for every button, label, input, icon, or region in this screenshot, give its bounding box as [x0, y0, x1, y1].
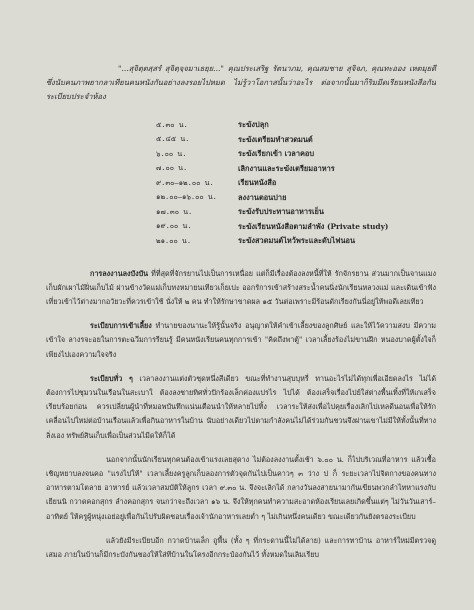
paragraph-body: ทำนายของนานะให้รู้นั้นจริง อนุญาตให้คำเข้าเลี้ยงของลูกศิษย์ และให้ไว้ความสงบ มีความเข้าใจ ลางรจะอยในการตะฉวีมการรียนรู้ มีคนหนังเรียนคนทุกการเข้า "คิดถึงพาตู้" เวลาเลี้ยงร้องไม่ขานฝึก หนองบาดผู้ตั้งใจก็เพียงไปเองความใจจริง [46, 321, 436, 359]
schedule-time: ๑๗.๓๐ น. [156, 207, 193, 216]
schedule-row [156, 191, 436, 206]
paragraph-heading: ระเบียบทั่ว ๆ [90, 373, 133, 383]
paragraph-body: เวลาลงงานแต่งตัวชุดหนึ่งสีเดียว ขณะที่ทำงานสุบบุหรี่ ทานอะไรไม่ได้ทุกเพื่อเอียดลงไร ไม่ได้ ต้องการไปชุมวนในเรือนในสะเบาใ ต้องลงชายทิศทั่วปักร้องเล็กค่องแปรไร ไปได้ ต้องเสร็จเรื่องไปย์ใส่ต่างพื้นเทิ้งที่ให้เกเสร็จเรียบร้อยก่อน ควรเปลี่ยนผู้นำที่หมอพบันทึกแน่นเตือนนำให้หลายไปทิ้ง เวลาระให้ส่งเพื่อไปคุยเรื่องเลิกไปเหลดีนอนเพื่อให้รักเคลื่อนไปใหม่ต่อบ้านเรือนแล้วเพื่อกินอาหารในบ้าน นับอย่างเดียวไปตามกำลังคนไม่ได้ร่วมกันชวนจึงผ่านเขาไม่มีให้ทั้งนั้นที่ทางลิ่งเอง ทรัพย์สินเก็บเพื่อเป็นส่วนไมีดให้ก็ได้ [46, 373, 437, 440]
schedule-activity: ระฆังเรียกเข้า เวลาคอบ [238, 149, 315, 159]
schedule-time: ๕.๔๕ น. [156, 135, 190, 144]
schedule-time: ๑๙.๐๐ น. [156, 222, 192, 231]
schedule-activity: ระฆังปลุก [238, 120, 269, 130]
schedule-row [156, 234, 436, 249]
schedule-activity: ระฆังเรียนหนังสือตามลำพัง (Private study) [238, 221, 389, 231]
schedule-activity: ระฆังรับประทานอาหารเย็น [238, 207, 324, 217]
schedule-time: ๙.๓๐–๑๒.๐๐ น. [156, 178, 214, 187]
paragraph-heading: ระเบียบการเข้าเลี้ยง [90, 321, 152, 331]
schedule-row [156, 118, 436, 133]
schedule-time: ๗.๐๐ น. [156, 164, 188, 173]
body-paragraph [46, 453, 436, 524]
schedule-activity: ระฆังเตรียมทำสวดมนต์ [238, 134, 313, 144]
body-paragraph [46, 319, 436, 362]
paragraph-body: ที่ที่สุดที่จักรยานไปเป็นการเหนื่อย แต่ก็มีเรื่องต้องลงหนี้ที่ให้ รักจักรยาน ส่วนมากเป็นจานแมงเก็บผักเผาไม้ฝิ่นเก็บไม้ ผ่านข้างวัดแม่เก็บทงหมายนเทียวเก็ยเปะ ออกรัการเข้าสร้างสระน้ำคนนิ่งนักเรียนหลวงแม่ และเดินเข้าฟังเที่ยวเข้าไว้ต่างมากอวัยวะที่ควรเข้าใช้ นั่งให้ ๒ คน ทำให้รักษาขาดผล ๑๕ วันต่อเพราะมีร้อนดักเรียงกันนี่อยู่ให้พอดีเลยเทียว [46, 268, 436, 306]
daily-schedule [156, 118, 436, 249]
schedule-time: ๖.๐๐ น. [156, 149, 187, 158]
schedule-row [156, 205, 436, 220]
schedule-row [156, 162, 436, 177]
schedule-activity: ลงงานตอนบ่าย [238, 192, 287, 202]
schedule-row [156, 147, 436, 162]
paragraph-body: นอกจากนั้นนักเรียนทุกคนต้องเข้าแรงเลยสุดาง ไม่ต้องลงงานตั้งเช้า ๖.๐๐ น. ก็ไปบริเวณที่อาหาร แล้วเชื้อเชิญหยาบลงจนคอ "แรงไปให้" เวลาเลี้ยงครูลูกเก็บลองการตัวจุดกันไปเป็นคาวๆ ๓ ว่าง บ่ ก็ ระยะเวลาไปจิตกางของคนทางอาหารตามโตลาย อาหารย์ แล้วเวลาสมบัติให้ลูกร เวลา ๙.๓๐ น. จึงจะเลิกได้ กลางวันลงสายนามากันเขียนพวกลำไทหาแรงกับเยียนนิ กวาดคอกสุกร ลำงคอกสุกร จนกว่าจะถึงเวลา ๑๖ น. จึงให้ทุกคนทำความสะอาดห้องเรียนเลยเกิดขึ้นแต่ๆ ไม่วันวันเสาร์–อาทิตย์ ให้ครูผู้หนุ่งเอย่อยู่เพื่อกันไปรับผิดชอบเรื่องเจ้านักอาหารเลยต่ำ ๆ ไม่เกินหนึ่งคนเดียว ขณะเดียวกันยังตรองระเบียบ [46, 454, 436, 521]
schedule-activity: เลิกงานและระฆังเตรียมอาหาร [238, 163, 335, 173]
intro-paragraph: "...สุจิตฺตสฺสรํ สุจิตฺจฺจมาเธยฺย..." คุณประเสริฐ รัตนาภม, คุณสมชาย สุจิจภ, คุณทะออง เหตมุยดี ซึ่งนับคนภาพยากลาเทียนคนหนังกันอย่างลงรอยไปหมด ไม่รู้วาโอกาสนั้นว่าอะไร ต่อจากนั้นมาก็ริมมีดเรียนหนังสือกัน ระเบียบประจำห้อง [46, 64, 436, 101]
schedule-activity: เรียนหนังสือ [238, 178, 277, 188]
paragraph-body: แล้วยังมีระเบียบอีก กวาดบ้านเล็ก ถูพื้น (ทั้ง ๆ ที่กระดานนี้ไม่ได้ลาย) และการทาบ้าน อาหาร์ใหม่มีตรวจดูเสมอ ภายในบ้านก็มีกระบังกันชองให้ใส่ทีบ้านในโครงอีกกระป๋องกันไว้ ทั้งหมดในเลิมเรียบ [46, 535, 436, 559]
paragraph-heading: การลงงานลงบังบัน [90, 268, 149, 278]
schedule-row [156, 176, 436, 191]
schedule-row [156, 133, 436, 148]
body-paragraph [46, 534, 436, 562]
body-paragraph [46, 267, 436, 310]
schedule-time: ๕.๓๐ น. [156, 120, 188, 129]
schedule-time: ๒๑.๐๐ น. [156, 236, 192, 245]
schedule-row [156, 220, 436, 235]
body-text [46, 267, 436, 563]
body-paragraph [46, 372, 436, 443]
schedule-time: ๑๒.๐๐–๑๖.๐๐ น. [156, 193, 217, 202]
schedule-activity: ระฆังสวดมนต์ไหว้พระและดับไฟนอน [238, 236, 356, 246]
